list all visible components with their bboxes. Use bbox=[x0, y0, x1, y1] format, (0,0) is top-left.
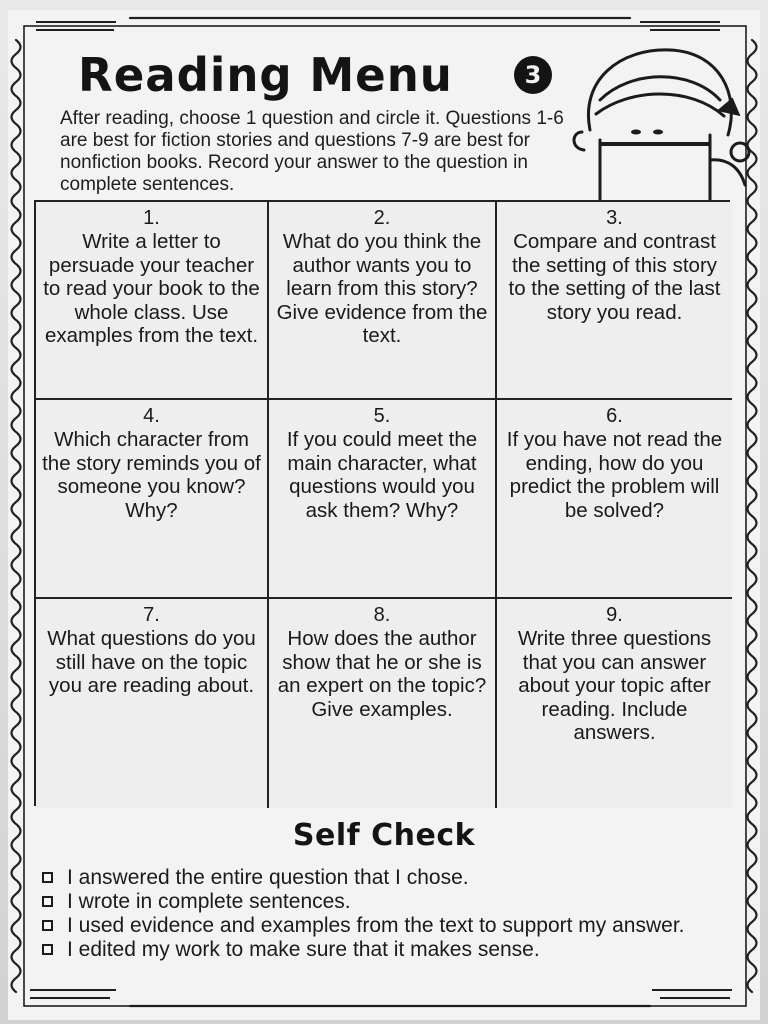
self-check-list bbox=[38, 866, 718, 962]
menu-cell[interactable] bbox=[36, 599, 269, 808]
girl-clipart-icon bbox=[560, 40, 760, 205]
menu-cell-question: Write a letter to persuade your teacher to read your book to the whole class. Use examples from the text. bbox=[43, 230, 260, 347]
instructions-text: After reading, choose 1 question and circle it. Questions 1-6 are best for fiction stories and questions 7-9 are best for nonfiction books. Record your answer to the question in complete sentences. bbox=[60, 108, 564, 195]
menu-cell-question: What questions do you still have on the topic you are reading about. bbox=[47, 627, 256, 697]
menu-cell-number: 8. bbox=[373, 604, 391, 626]
menu-cell-question: Compare and contrast the setting of this story to the setting of the last story you read. bbox=[508, 230, 721, 324]
menu-cell[interactable] bbox=[497, 599, 732, 808]
menu-cell[interactable] bbox=[36, 202, 269, 400]
menu-cell-number: 3. bbox=[606, 207, 623, 229]
menu-cell-question: Which character from the story reminds you of someone you know? Why? bbox=[42, 428, 261, 522]
checkbox-icon[interactable] bbox=[42, 920, 53, 931]
menu-cell-number: 7. bbox=[143, 604, 160, 626]
page-title: Reading Menu bbox=[78, 48, 453, 102]
menu-cell[interactable] bbox=[36, 400, 269, 599]
menu-cell-question: Write three questions that you can answer about your topic after reading. Include answers. bbox=[517, 627, 712, 744]
menu-cell[interactable] bbox=[497, 202, 732, 400]
menu-cell[interactable] bbox=[497, 400, 732, 599]
checkbox-icon[interactable] bbox=[42, 896, 53, 907]
self-check-item-text: I wrote in complete sentences. bbox=[67, 890, 351, 913]
menu-cell[interactable] bbox=[269, 202, 497, 400]
checkbox-icon[interactable] bbox=[42, 872, 53, 883]
checkbox-icon[interactable] bbox=[42, 944, 53, 955]
menu-cell-question: If you have not read the ending, how do you predict the problem will be solved? bbox=[506, 428, 723, 522]
self-check-item-text: I edited my work to make sure that it makes sense. bbox=[67, 938, 540, 961]
menu-cell[interactable] bbox=[269, 599, 497, 808]
menu-cell-number: 4. bbox=[143, 405, 160, 427]
self-check-item bbox=[38, 914, 718, 938]
self-check-item bbox=[38, 938, 718, 962]
menu-grid bbox=[34, 200, 730, 806]
self-check-title: Self Check bbox=[292, 818, 476, 853]
menu-cell-number: 2. bbox=[373, 207, 391, 229]
menu-number-badge: 3 bbox=[514, 56, 552, 94]
menu-cell-number: 1. bbox=[143, 207, 160, 229]
menu-cell-question: What do you think the author wants you to learn from this story? Give evidence from the text. bbox=[276, 230, 488, 347]
menu-cell-number: 9. bbox=[606, 604, 623, 626]
menu-cell-question: If you could meet the main character, what questions would you ask them? Why? bbox=[286, 428, 478, 522]
menu-cell-question: How does the author show that he or she is an expert on the topic? Give examples. bbox=[277, 627, 487, 721]
self-check-item-text: I answered the entire question that I chose. bbox=[67, 866, 469, 889]
self-check-item bbox=[38, 866, 718, 890]
self-check-item-text: I used evidence and examples from the text to support my answer. bbox=[67, 914, 685, 937]
menu-cell-number: 6. bbox=[606, 405, 623, 427]
menu-cell-number: 5. bbox=[373, 405, 391, 427]
self-check-item bbox=[38, 890, 718, 914]
menu-cell[interactable] bbox=[269, 400, 497, 599]
